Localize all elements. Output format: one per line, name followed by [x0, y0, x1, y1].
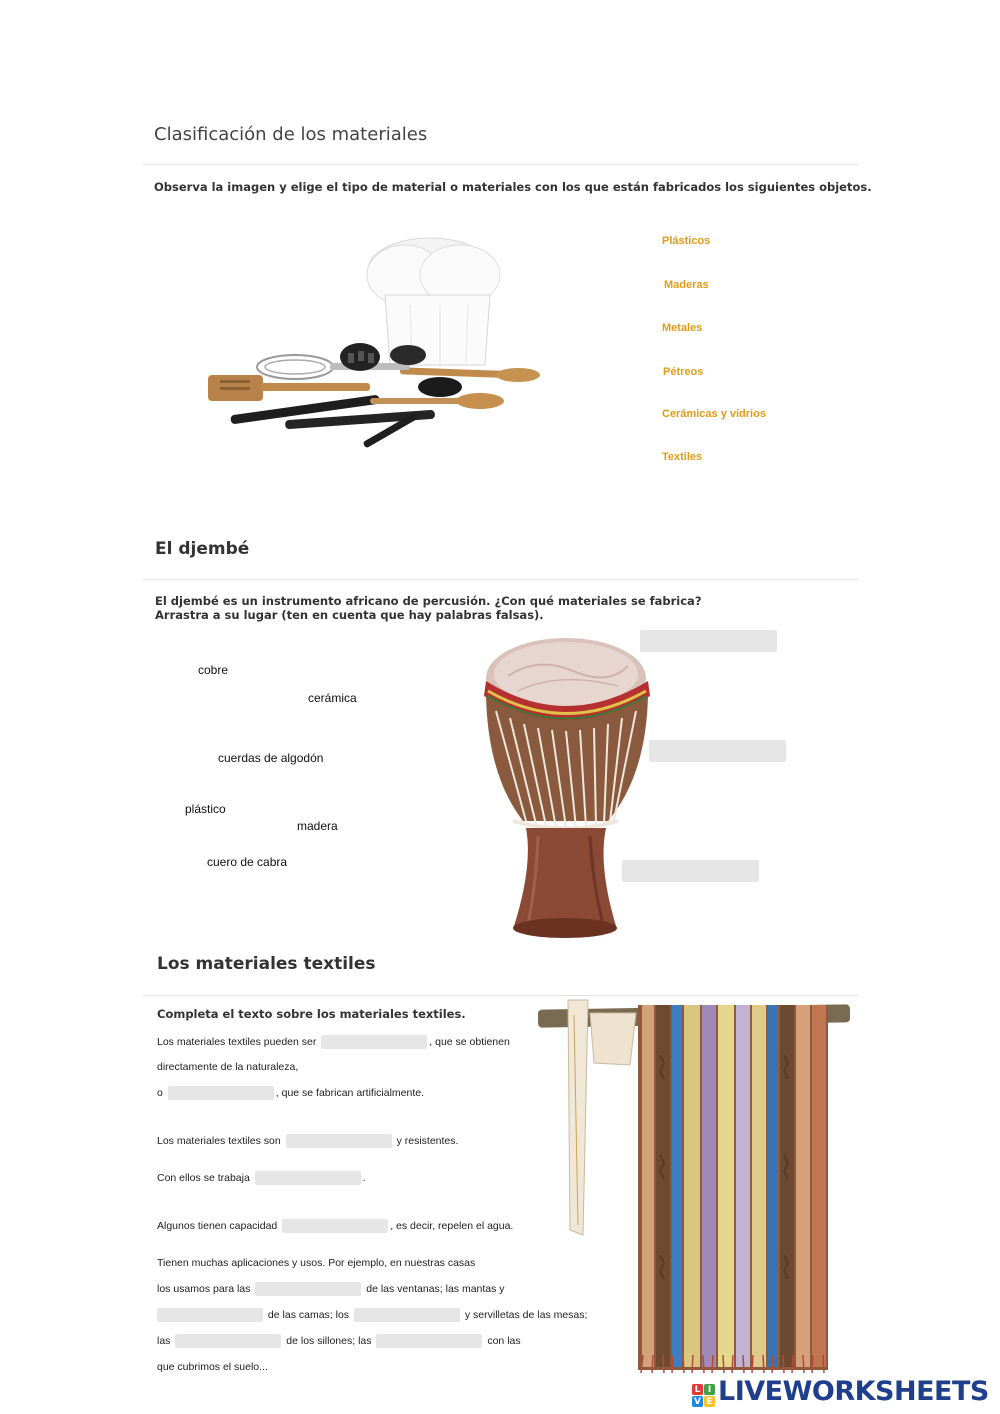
drag-word-cuero-cabra[interactable]: cuero de cabra	[207, 855, 288, 869]
section-title-djembe: El djembé	[155, 539, 250, 559]
text-line-3: o , que se fabrican artificialmente.	[157, 1087, 425, 1099]
drop-target-1[interactable]	[640, 630, 777, 652]
option-ceramicas-vidrios[interactable]: Cerámicas y vidrios	[662, 408, 766, 420]
kitchen-utensils-image	[190, 215, 570, 465]
text-line-1: Los materiales textiles pueden ser , que se obtienen	[157, 1036, 510, 1048]
blank-input-5[interactable]	[282, 1219, 388, 1233]
liveworksheets-logo	[692, 1376, 989, 1407]
text-line-7: Tienen muchas aplicaciones y usos. Por ejemplo, en nuestras casas	[157, 1257, 476, 1269]
blank-input-2[interactable]	[168, 1086, 274, 1100]
drag-word-madera[interactable]: madera	[297, 819, 338, 833]
blank-input-9[interactable]	[175, 1334, 281, 1348]
drag-word-cobre[interactable]: cobre	[198, 663, 229, 677]
drop-target-2[interactable]	[649, 740, 786, 762]
option-petreos[interactable]: Pétreos	[663, 366, 704, 378]
textile-image	[538, 995, 853, 1375]
instruction-line-2: Arrastra a su lugar (ten en cuenta que hay palabras falsas).	[155, 608, 544, 622]
liveworksheets-badge-icon: L I V E	[692, 1384, 715, 1407]
section-title-classification: Clasificación de los materiales	[154, 124, 428, 145]
text-line-4: Los materiales textiles son y resistentes.	[157, 1135, 459, 1147]
text-line-2: directamente de la naturaleza,	[157, 1061, 299, 1073]
text-line-8: los usamos para las de las ventanas; las mantas y	[157, 1283, 505, 1295]
option-maderas[interactable]: Maderas	[664, 279, 709, 291]
blank-input-3[interactable]	[286, 1134, 392, 1148]
liveworksheets-wordmark: LIVEWORKSHEETS	[718, 1376, 989, 1407]
blank-input-7[interactable]	[157, 1308, 263, 1322]
instruction-line-1: El djembé es un instrumento africano de percusión. ¿Con qué materiales se fabrica?	[155, 594, 702, 608]
text-line-5: Con ellos se trabaja .	[157, 1172, 366, 1184]
text-line-6: Algunos tienen capacidad , es decir, repelen el agua.	[157, 1220, 514, 1232]
text-line-10: las de los sillones; las con las	[157, 1335, 521, 1347]
drag-word-plastico[interactable]: plástico	[185, 802, 226, 816]
blank-input-6[interactable]	[255, 1282, 361, 1296]
blank-input-8[interactable]	[354, 1308, 460, 1322]
drag-word-cuerdas-algodon[interactable]: cuerdas de algodón	[218, 751, 324, 765]
divider	[143, 579, 858, 580]
option-plasticos[interactable]: Plásticos	[662, 235, 711, 247]
instruction-textiles: Completa el texto sobre los materiales textiles.	[157, 1007, 466, 1021]
drop-target-3[interactable]	[622, 860, 759, 882]
drag-word-ceramica[interactable]: cerámica	[308, 691, 357, 705]
option-textiles[interactable]: Textiles	[662, 451, 703, 463]
instruction-djembe	[155, 594, 702, 622]
text-line-9: de las camas; los y servilletas de las mesas;	[157, 1308, 587, 1322]
text-line-11: que cubrimos el suelo...	[157, 1361, 268, 1373]
blank-input-4[interactable]	[255, 1171, 361, 1185]
divider	[143, 164, 858, 165]
option-metales[interactable]: Metales	[662, 322, 703, 334]
blank-input-10[interactable]	[376, 1334, 482, 1348]
blank-input-1[interactable]	[321, 1035, 427, 1049]
instruction-classification: Observa la imagen y elige el tipo de material o materiales con los que están fabricados los siguientes objetos.	[154, 180, 872, 194]
djembe-image	[478, 636, 658, 946]
section-title-textiles: Los materiales textiles	[157, 954, 376, 974]
